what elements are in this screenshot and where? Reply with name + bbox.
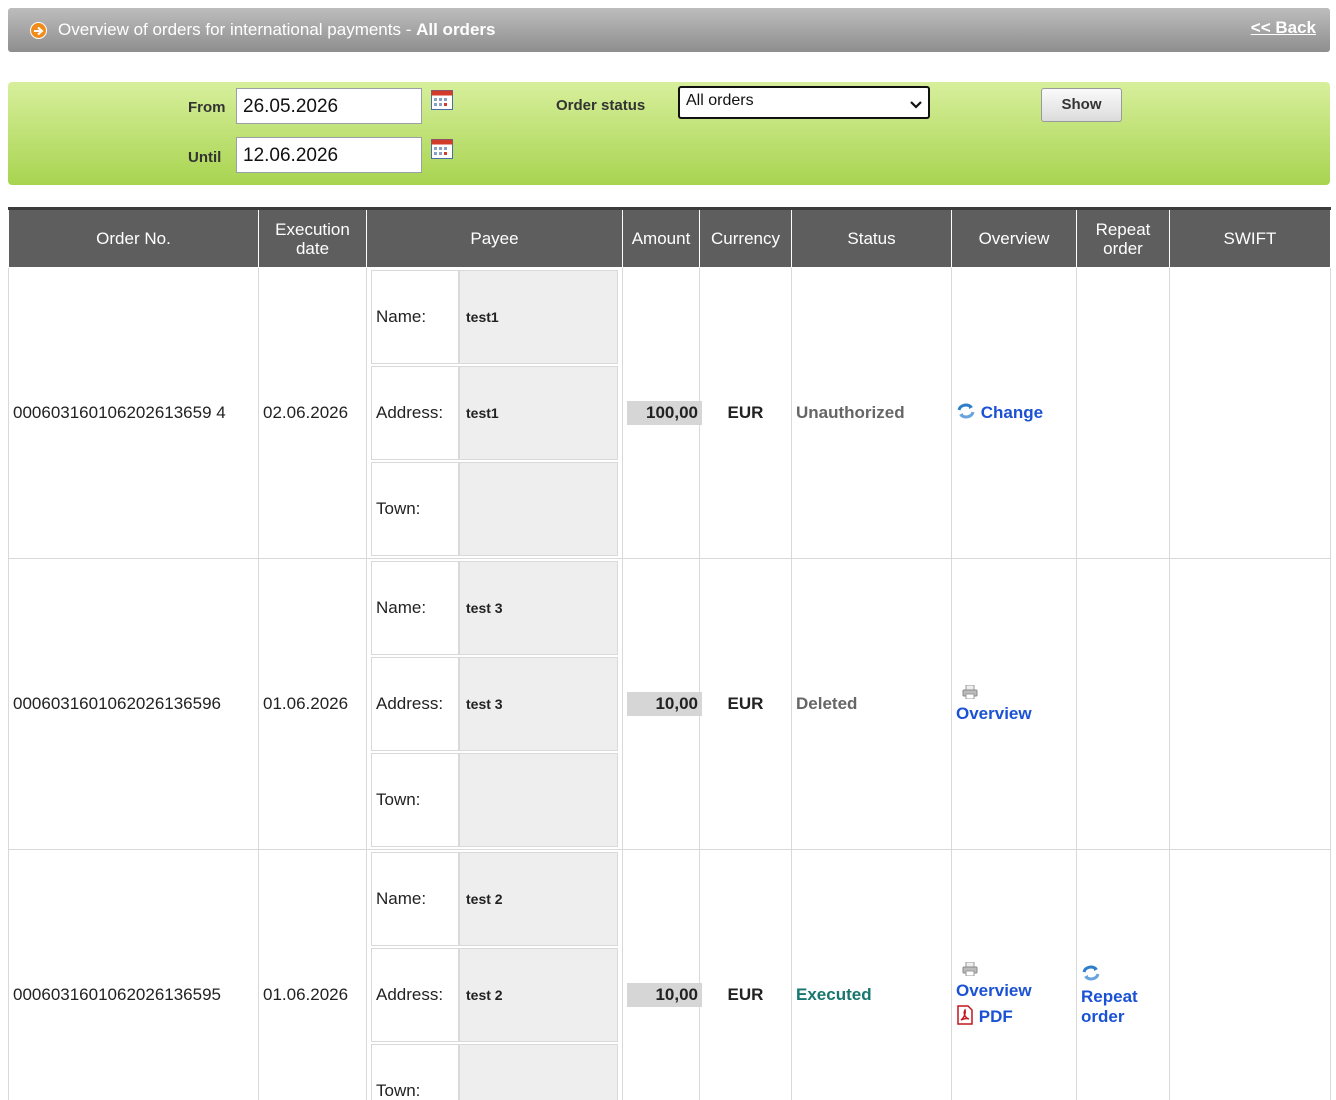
payee-address: test 3 (459, 657, 618, 751)
from-date-input[interactable]: 26.05.2026 (236, 88, 422, 124)
payee-name: test1 (459, 270, 618, 364)
until-label: Until (188, 149, 221, 166)
until-date-input[interactable]: 12.06.2026 (236, 137, 422, 173)
table-header-row (9, 209, 1331, 268)
table-row (9, 268, 1331, 559)
repeat-cell (1077, 559, 1170, 850)
currency: EUR (700, 559, 792, 850)
col-order-no[interactable]: Order No. (9, 209, 259, 268)
pdf-row (956, 1005, 1072, 1030)
amount: 10,00 (627, 983, 702, 1007)
amount: 100,00 (627, 401, 702, 425)
amount-cell (623, 850, 700, 1100)
refresh-icon[interactable] (1081, 964, 1101, 987)
payee-cell (367, 559, 623, 850)
col-overview: Overview (952, 209, 1077, 268)
payee-town-label: Town: (371, 1044, 459, 1100)
pdf-link[interactable]: PDF (979, 1007, 1013, 1026)
overview-link[interactable]: Overview (956, 704, 1072, 724)
currency: EUR (700, 850, 792, 1100)
payee-cell (367, 268, 623, 559)
show-button[interactable]: Show (1041, 88, 1122, 122)
payee-name-label: Name: (371, 561, 459, 655)
order-number: 000603160106202613659 4 (9, 268, 259, 559)
order-number: 0006031601062026136595 (9, 850, 259, 1100)
repeat-order-link[interactable]: Repeat order (1081, 987, 1165, 1027)
orders-table (8, 207, 1331, 1100)
payee-address: test 2 (459, 948, 618, 1042)
payee-town (459, 1044, 618, 1100)
page-title: Overview of orders for international payments - All orders (58, 20, 495, 40)
status-text: Executed (792, 850, 952, 1100)
from-label: From (188, 99, 226, 116)
back-link[interactable]: << Back (1251, 18, 1316, 38)
payee-address: test1 (459, 366, 618, 460)
payee-address-label: Address: (371, 948, 459, 1042)
col-repeat-order: Repeat order (1077, 209, 1170, 268)
overview-link[interactable]: Overview (956, 981, 1072, 1001)
payee-cell (367, 850, 623, 1100)
arrow-right-icon (30, 22, 47, 39)
overview-cell (952, 559, 1077, 850)
payee-town-label: Town: (371, 462, 459, 556)
overview-cell (952, 850, 1077, 1100)
col-amount[interactable]: Amount (623, 209, 700, 268)
col-payee[interactable]: Payee (367, 209, 623, 268)
payee-town (459, 462, 618, 556)
page-header (8, 8, 1330, 52)
pdf-icon[interactable] (956, 1005, 974, 1030)
refresh-icon[interactable] (956, 402, 976, 425)
amount-cell (623, 559, 700, 850)
change-link[interactable]: Change (981, 402, 1043, 421)
payee-town (459, 753, 618, 847)
printer-icon[interactable] (962, 961, 978, 981)
execution-date: 02.06.2026 (259, 268, 367, 559)
order-number: 0006031601062026136596 (9, 559, 259, 850)
repeat-cell (1077, 268, 1170, 559)
execution-date: 01.06.2026 (259, 559, 367, 850)
payee-name-label: Name: (371, 852, 459, 946)
col-execution-date[interactable]: Execution date (259, 209, 367, 268)
payee-address-label: Address: (371, 366, 459, 460)
order-status-label: Order status (556, 97, 645, 114)
printer-icon[interactable] (962, 684, 978, 704)
col-currency[interactable]: Currency (700, 209, 792, 268)
col-status[interactable]: Status (792, 209, 952, 268)
table-row (9, 850, 1331, 1100)
order-status-value: All orders (686, 92, 754, 109)
payee-town-label: Town: (371, 753, 459, 847)
payee-name-label: Name: (371, 270, 459, 364)
calendar-icon[interactable] (431, 90, 453, 110)
calendar-icon[interactable] (431, 139, 453, 159)
repeat-cell (1077, 850, 1170, 1100)
payee-name: test 2 (459, 852, 618, 946)
col-swift: SWIFT (1170, 209, 1331, 268)
amount: 10,00 (627, 692, 702, 716)
swift-cell (1170, 559, 1331, 850)
payee-name: test 3 (459, 561, 618, 655)
swift-cell (1170, 850, 1331, 1100)
swift-cell (1170, 268, 1331, 559)
status-text: Deleted (792, 559, 952, 850)
payee-address-label: Address: (371, 657, 459, 751)
chevron-down-icon (910, 96, 922, 114)
currency: EUR (700, 268, 792, 559)
order-status-select[interactable] (678, 86, 930, 119)
status-text: Unauthorized (792, 268, 952, 559)
overview-cell (952, 268, 1077, 559)
amount-cell (623, 268, 700, 559)
execution-date: 01.06.2026 (259, 850, 367, 1100)
filter-panel (8, 82, 1330, 185)
table-row (9, 559, 1331, 850)
